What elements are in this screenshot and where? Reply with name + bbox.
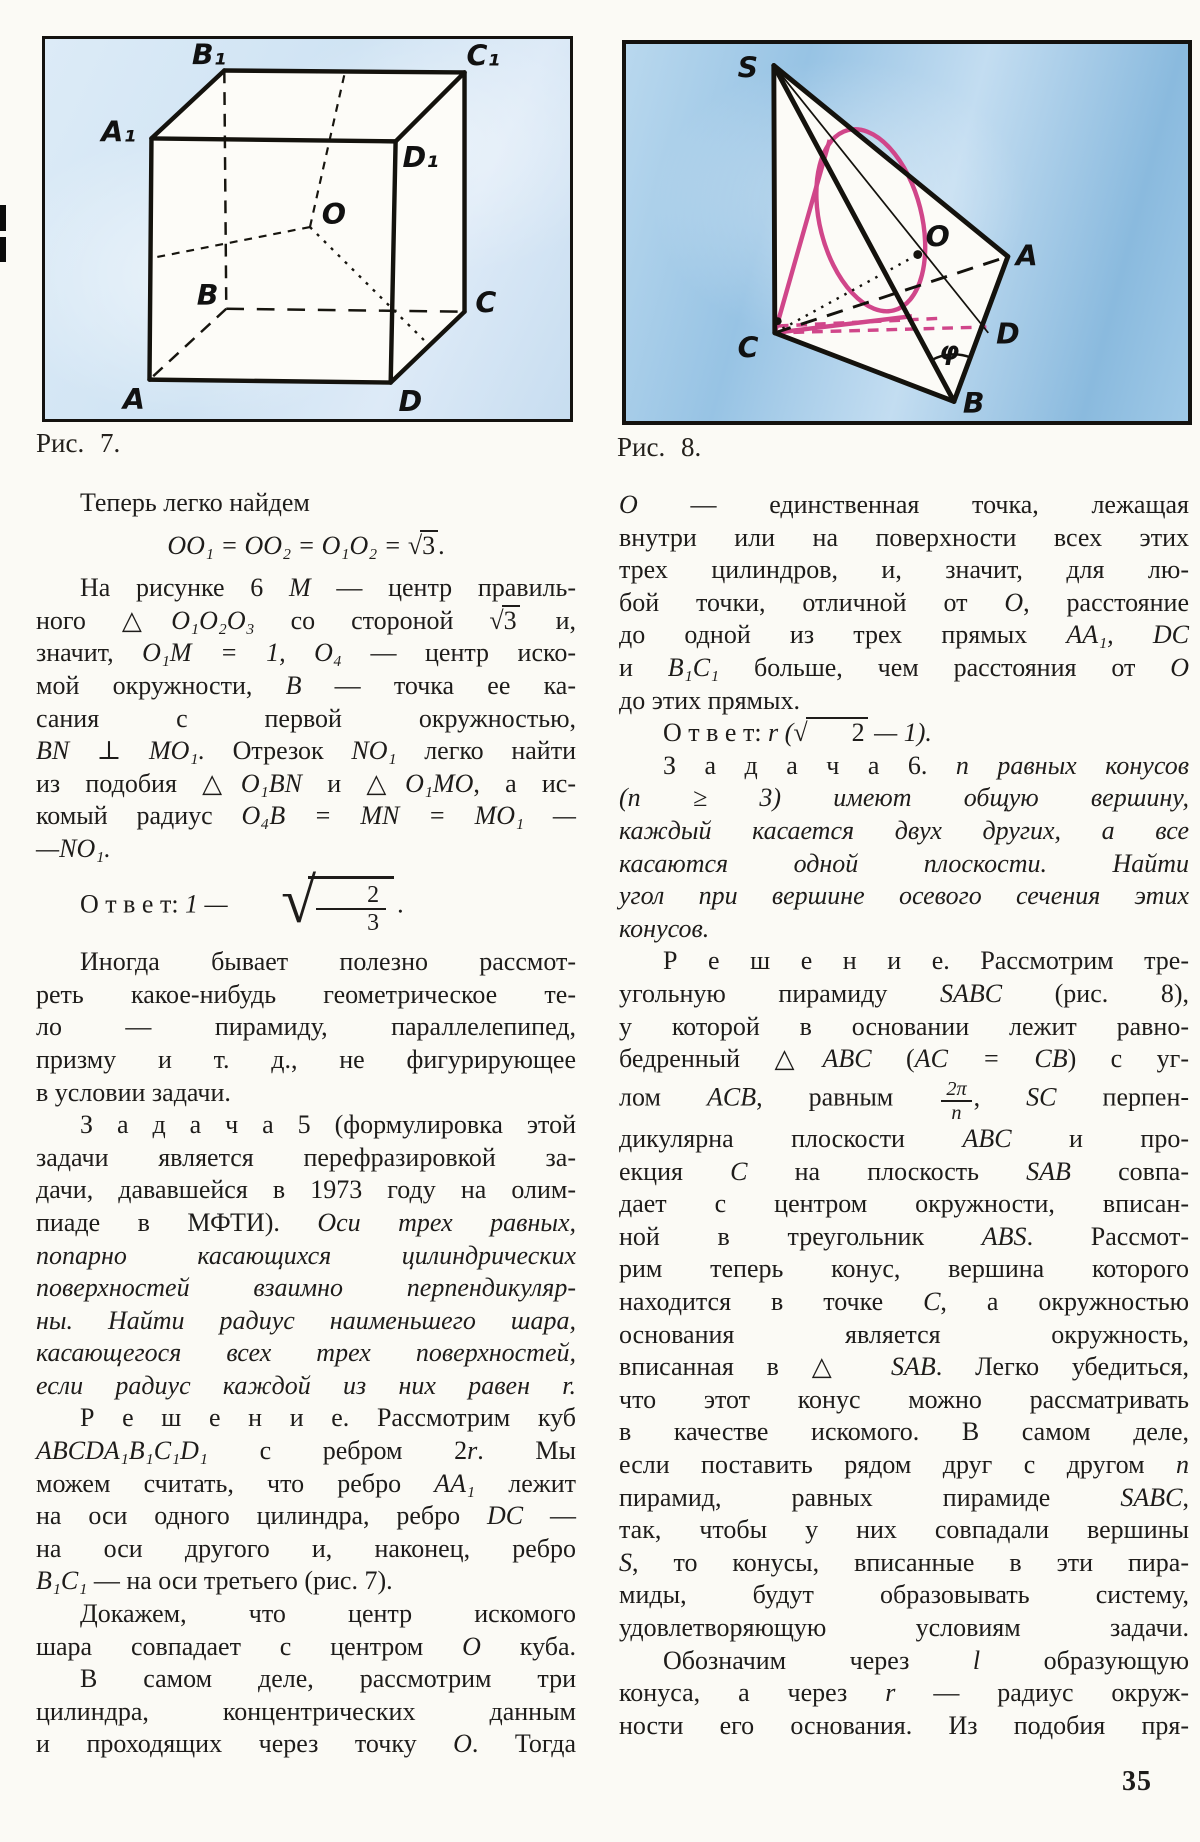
label-a: A: [1015, 239, 1038, 273]
text-line: трех цилиндров, и, значит, для лю-: [619, 555, 1189, 585]
label-d: D: [996, 317, 1020, 351]
label-o: O: [321, 198, 347, 232]
text-line: пиаде в МФТИ). Оси трех равных,: [36, 1207, 576, 1237]
text-line: на оси другого и, наконец, ребро: [36, 1533, 576, 1563]
text-line: дает с центром окружности, вписан-: [619, 1189, 1189, 1219]
text-line: миды, будут образовывать систему,: [619, 1580, 1189, 1610]
point-o-dot: [913, 250, 922, 259]
text-line: на оси одного цилиндра, ребро DC —: [36, 1501, 576, 1531]
text-line: сания с первой окружностью,: [36, 703, 576, 733]
figure-7-caption: Рис. 7.: [36, 428, 121, 458]
label-a: A: [122, 383, 146, 417]
text-line: S, то конусы, вписанные в эти пира-: [619, 1547, 1189, 1577]
text-line: до одной из трех прямых AA₁, DC: [619, 620, 1189, 650]
text-line: рим теперь конус, вершина которого: [619, 1254, 1189, 1284]
text-line: из подобия △O₁BN и △O₁MO, а ис-: [36, 768, 576, 798]
text-line: касаются одной плоскости. Найти: [619, 848, 1189, 878]
text-line: если поставить рядом друг с другом n: [619, 1450, 1189, 1480]
label-a1: A₁: [101, 115, 136, 149]
figure-8-caption: Рис. 8.: [617, 432, 702, 462]
label-c: C: [737, 331, 759, 365]
binding-mark: [0, 205, 6, 262]
text-line: ло — пирамиду, параллелепипед,: [36, 1012, 576, 1042]
text-line: призму и т. д., не фигурирующее: [36, 1044, 576, 1074]
figure-8-pyramid: [622, 40, 1192, 425]
text-line: находится в точке C, а окружностью: [619, 1287, 1189, 1317]
text-line: Теперь легко найдем: [80, 488, 310, 517]
text-line: —NO₁.: [36, 833, 111, 863]
label-s: S: [737, 51, 759, 85]
text-line: реть какое-нибудь геометрическое те-: [36, 979, 576, 1009]
text-line: З а д а ч а 6. n равных конусов: [663, 750, 1189, 780]
text-line: в условии задачи.: [36, 1077, 231, 1107]
text-line: B₁C₁ — на оси третьего (рис. 7).: [36, 1566, 393, 1596]
text-line: цилиндра, концентрических данным: [36, 1696, 576, 1726]
text-line: O — единственная точка, лежащая: [619, 490, 1189, 519]
text-line: так, чтобы у них совпадали вершины: [619, 1515, 1189, 1545]
text-line: мой окружности, B — точка ее ка-: [36, 670, 577, 700]
text-line: OO₁ = OO₂ = O₁O₂ = √3 .: [167, 530, 445, 560]
text-line: Обозначим через l образующую: [663, 1645, 1189, 1675]
text-line: в качестве искомого. В самом деле,: [619, 1417, 1189, 1447]
text-line: внутри или на поверхности всех этих: [619, 522, 1189, 552]
text-line: З а д а ч а 5 (формулировка этой: [80, 1110, 576, 1140]
text-line: что этот конус можно рассматривать: [619, 1384, 1189, 1414]
text-line: можем считать, что ребро AA₁ лежит: [36, 1468, 576, 1498]
text-line: если радиус каждой из них равен r.: [36, 1370, 576, 1400]
text-line: задачи является перефразировкой за-: [36, 1142, 576, 1172]
text-line: Иногда бывает полезно рассмот-: [80, 947, 576, 977]
text-line: комый радиус O₄B = MN = MO₁ —: [36, 801, 576, 831]
text-line: ABCDA₁B₁C₁D₁ с ребром 2r. Мы: [36, 1436, 576, 1466]
text-line: у которой в основании лежит равно-: [619, 1011, 1189, 1041]
label-d1: D₁: [402, 140, 439, 174]
label-b1: B₁: [191, 39, 227, 72]
label-d: D: [398, 385, 423, 419]
text-line: конусов.: [619, 913, 710, 943]
label-c1: C₁: [466, 39, 500, 73]
text-line: На рисунке 6 M — центр правиль-: [80, 573, 576, 603]
figure-7-cube: [42, 36, 573, 422]
text-line: попарно касающихся цилиндрических: [36, 1240, 576, 1270]
text-line: екция C на плоскость SAB совпа-: [619, 1156, 1189, 1186]
text-line: Р е ш е н и е. Рассмотрим куб: [80, 1403, 576, 1433]
text-line: ности его основания. Из подобия пря-: [619, 1710, 1189, 1740]
cube-drawing: [45, 39, 570, 419]
label-phi: φ: [939, 336, 960, 367]
label-c: C: [475, 286, 497, 320]
point-c-dot: [774, 317, 782, 325]
text-line: лом ACB, равным $\frac{2\pi}{n}$ , SC перпен-: [619, 1077, 1190, 1125]
text-line: удовлетворяющую условиям задачи.: [619, 1613, 1189, 1642]
text-line: пирамид, равных пирамиде SABC,: [619, 1482, 1189, 1512]
text-line: В самом деле, рассмотрим три: [80, 1664, 576, 1694]
text-line: Докажем, что центр искомого: [80, 1599, 576, 1629]
text-line: значит, O₁M = 1, O₄ — центр иско-: [36, 638, 576, 668]
text-line: ной в треугольник ABS. Рассмот-: [619, 1221, 1189, 1251]
text-line: ны. Найти радиус наименьшего шара,: [36, 1305, 576, 1335]
text-line: поверхностей взаимно перпендикуляр-: [36, 1273, 576, 1303]
text-line: BN ⊥ MO₁. Отрезок NO₁ легко найти: [36, 736, 576, 766]
text-line: касающегося всех трех поверхностей,: [36, 1338, 576, 1368]
pyramid-drawing: [626, 44, 1188, 421]
text-line: вписанная в △ SAB. Легко убедиться,: [619, 1352, 1190, 1382]
label-b: B: [962, 387, 985, 421]
page-number: 35: [1122, 1766, 1152, 1797]
text-line: дикулярна плоскости ABC и про-: [619, 1124, 1189, 1154]
text-line: каждый касается двух других, а все: [619, 815, 1189, 845]
text-line: угольную пирамиду SABC (рис. 8),: [619, 978, 1189, 1008]
text-line: бой точки, отличной от O, расстояние: [619, 587, 1189, 617]
text-line: до этих прямых.: [619, 685, 800, 715]
text-line: шара совпадает с центром O куба.: [36, 1631, 576, 1661]
text-line: основания является окружность,: [619, 1319, 1189, 1349]
text-line: ного △O₁O₂O₃ со стороной √3 и,: [36, 605, 576, 635]
text-line: Р е ш е н и е. Рассмотрим тре-: [663, 946, 1189, 976]
text-column-left: [36, 487, 576, 1761]
text-line: бедренный △ABC (AC = CB) с уг-: [619, 1044, 1189, 1074]
text-line: О т в е т: 1 — √ 2 3 .: [80, 864, 404, 936]
text-column-right: [619, 489, 1189, 1742]
text-line: О т в е т: r (√ 2 — 1).: [663, 718, 932, 748]
text-line: и B₁C₁ больше, чем расстояния от O: [619, 652, 1189, 682]
text-line: (n ≥ 3) имеют общую вершину,: [619, 783, 1189, 813]
text-line: угол при вершине осевого сечения этих: [619, 881, 1189, 911]
label-b: B: [196, 278, 219, 312]
label-o: O: [925, 220, 950, 254]
text-line: дачи, дававшейся в 1973 году на олим-: [36, 1175, 576, 1205]
text-line: и проходящих через точку O. Тогда: [36, 1729, 576, 1759]
text-line: конуса, а через r — радиус окруж-: [619, 1678, 1189, 1708]
